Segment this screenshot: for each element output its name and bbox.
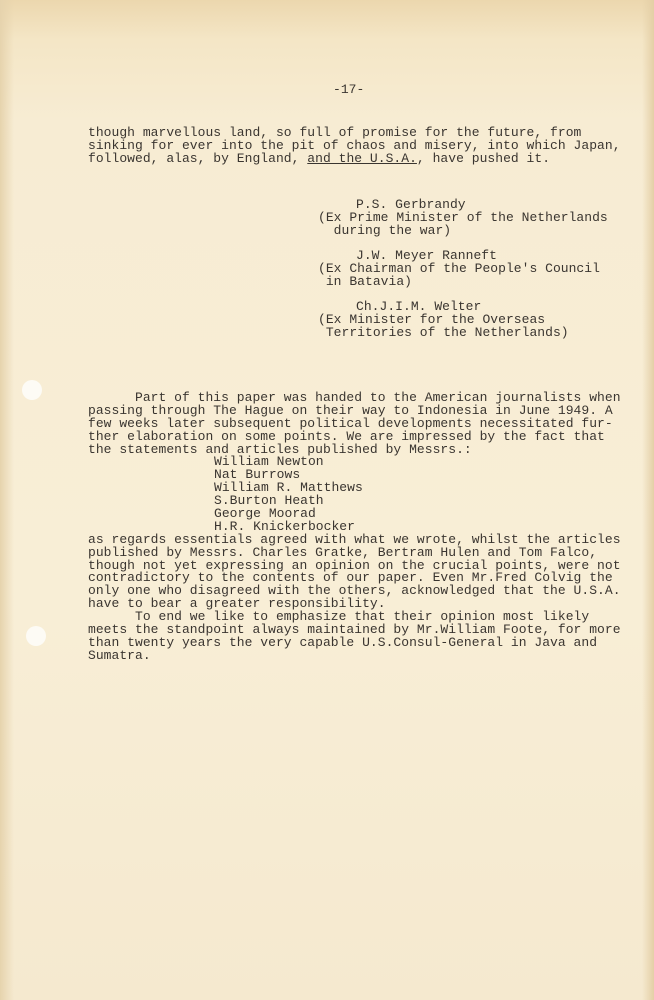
text-span: , have pushed it. (416, 150, 551, 166)
signatory-name: J.W. Meyer Ranneft (356, 248, 497, 263)
text-line: Part of this paper was handed to the American journalists when (88, 390, 621, 405)
journalist-name: William R. Matthews (214, 480, 363, 496)
text-line: published by Messrs. Charles Gratke, Bertram Hulen and Tom Falco, (88, 544, 598, 560)
text-line: meets the standpoint always maintained by Mr.William Foote, for more (88, 622, 621, 638)
journalist-name: George Moorad (214, 506, 316, 522)
text-line: contradictory to the contents of our paper. Even Mr.Fred Colvig the (88, 570, 613, 586)
text-line: the statements and articles published by Messrs.: (88, 441, 472, 457)
text-line: Sumatra. (88, 647, 151, 663)
signatory-name: Ch.J.I.M. Welter (356, 299, 482, 314)
text-line: To end we like to emphasize that their opinion most likely (88, 609, 590, 625)
page-number: -17- (333, 82, 365, 97)
paper-edge-left (0, 0, 14, 1000)
journalist-name: William Newton (214, 454, 324, 470)
journalist-name: S.Burton Heath (214, 493, 324, 509)
signatory-title: (Ex Prime Minister of the Netherlands (318, 209, 608, 225)
journalist-name: Nat Burrows (214, 467, 301, 483)
text-line: have to bear a greater responsibility. (88, 596, 386, 612)
signatory-title: during the war) (318, 222, 452, 238)
text-line: ther elaboration on some points. We are impressed by the fact that (88, 428, 605, 444)
text-line: as regards essentials agreed with what we wrote, whilst the articles (88, 531, 621, 547)
text-line: though marvellous land, so full of promise for the future, from (88, 125, 582, 140)
signatory-title: (Ex Minister for the Overseas (318, 311, 546, 327)
signatory-1 (318, 199, 608, 238)
text-line: only one who disagreed with the others, acknowledged that the U.S.A. (88, 583, 621, 599)
paper-edge-right (642, 0, 654, 1000)
signatory-3 (318, 301, 569, 340)
signatory-title: (Ex Chairman of the People's Council (318, 260, 600, 276)
text-line: though not yet expressing an opinion on the crucial points, were not (88, 557, 621, 573)
signatory-title: Territories of the Netherlands) (318, 324, 569, 340)
text-line: passing through The Hague on their way to Indonesia in June 1949. A (88, 402, 613, 418)
journalist-name: H.R. Knickerbocker (214, 518, 355, 534)
journalist-list (88, 456, 621, 533)
signatory-2 (318, 250, 600, 289)
paragraph-1 (88, 127, 621, 166)
underlined-text: and the U.S.A. (307, 150, 417, 166)
text-span: followed, alas, by England, (88, 150, 308, 166)
punch-hole (22, 380, 42, 400)
signatory-title: in Batavia) (318, 273, 412, 289)
text-line: than twenty years the very capable U.S.Consul-General in Java and (88, 634, 598, 650)
text-line: few weeks later subsequent political developments necessitated fur- (88, 415, 613, 431)
punch-hole (26, 626, 46, 646)
text-line (88, 150, 621, 166)
text-line: sinking for ever into the pit of chaos and misery, into which Japan, (88, 137, 621, 153)
signatory-name: P.S. Gerbrandy (356, 197, 466, 212)
paragraph-2 (88, 392, 621, 663)
